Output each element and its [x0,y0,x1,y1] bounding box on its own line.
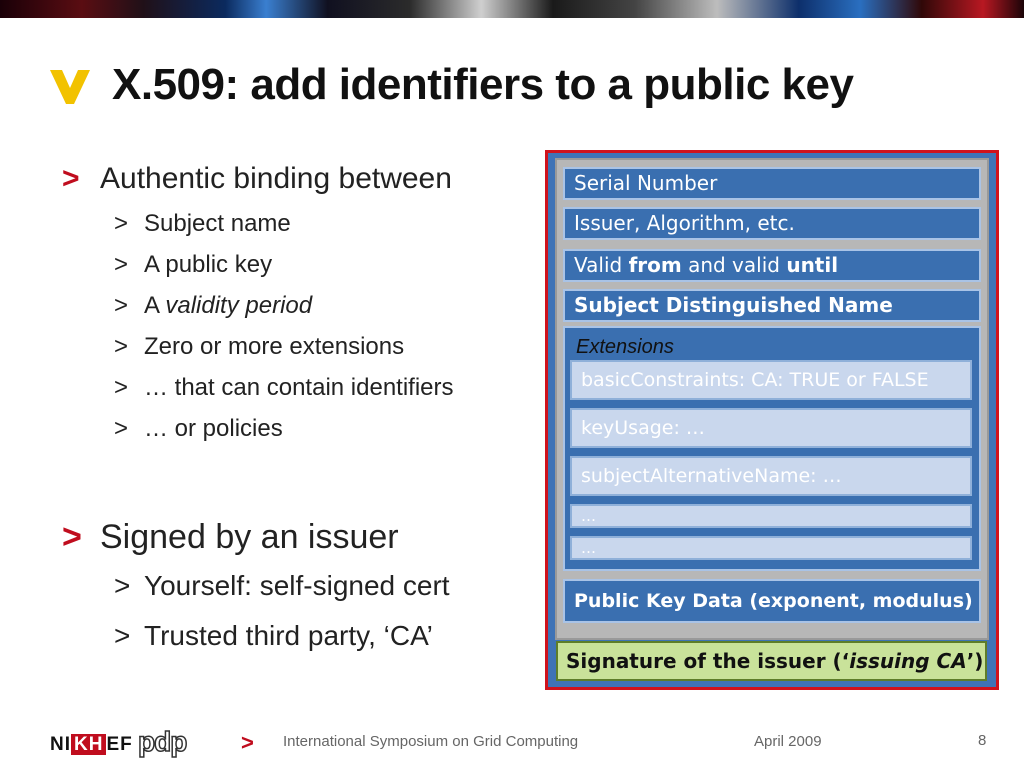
extension-item: keyUsage: … [570,408,972,448]
cert-field-serial: Serial Number [563,167,981,200]
page-number: 8 [978,732,987,749]
nikhef-logo: NI KH EF [50,734,133,755]
footer-event: International Symposium on Grid Computing [283,733,579,750]
bullet-marker-icon: > [62,162,80,195]
pdp-logo: pdp [138,726,187,757]
cert-extensions-title: Extensions [576,336,674,358]
extension-item: subjectAlternativeName: … [570,456,972,496]
bullet-level2: > … or policies [114,415,283,442]
cert-signature: Signature of the issuer (‘issuing CA’) [556,641,987,681]
footer-date: April 2009 [754,733,822,750]
bullet-level2: > A validity period [114,292,313,319]
footer-marker-icon: > [241,730,254,755]
bullet-level2: > A public key [114,251,273,278]
bullet-level2: > … that can contain identifiers [114,374,454,401]
bullet-level1: > Signed by an issuer [62,518,399,556]
bullet-level2: > Zero or more extensions [114,333,405,360]
extension-item: basicConstraints: CA: TRUE or FALSE [570,360,972,400]
bullet-level2: > Subject name [114,210,291,237]
bullet-level2: > Yourself: self-signed cert [114,570,450,601]
cert-field-issuer: Issuer, Algorithm, etc. [563,207,981,240]
extension-item: … [570,536,972,560]
yellow-v-chevron-icon [50,70,90,104]
top-banner-image [0,0,1024,18]
cert-field-public-key: Public Key Data (exponent, modulus) [563,579,981,623]
cert-field-subject: Subject Distinguished Name [563,289,981,322]
slide-footer [0,712,1024,768]
bullet-level1: > Authentic binding between [62,162,452,195]
bullet-level2: > Trusted third party, ‘CA’ [114,620,433,651]
extension-item: … [570,504,972,528]
slide-title: X.509: add identifiers to a public key [112,60,854,109]
cert-field-validity: Valid from and valid until [563,249,981,282]
bullet-marker-icon: > [62,518,82,556]
